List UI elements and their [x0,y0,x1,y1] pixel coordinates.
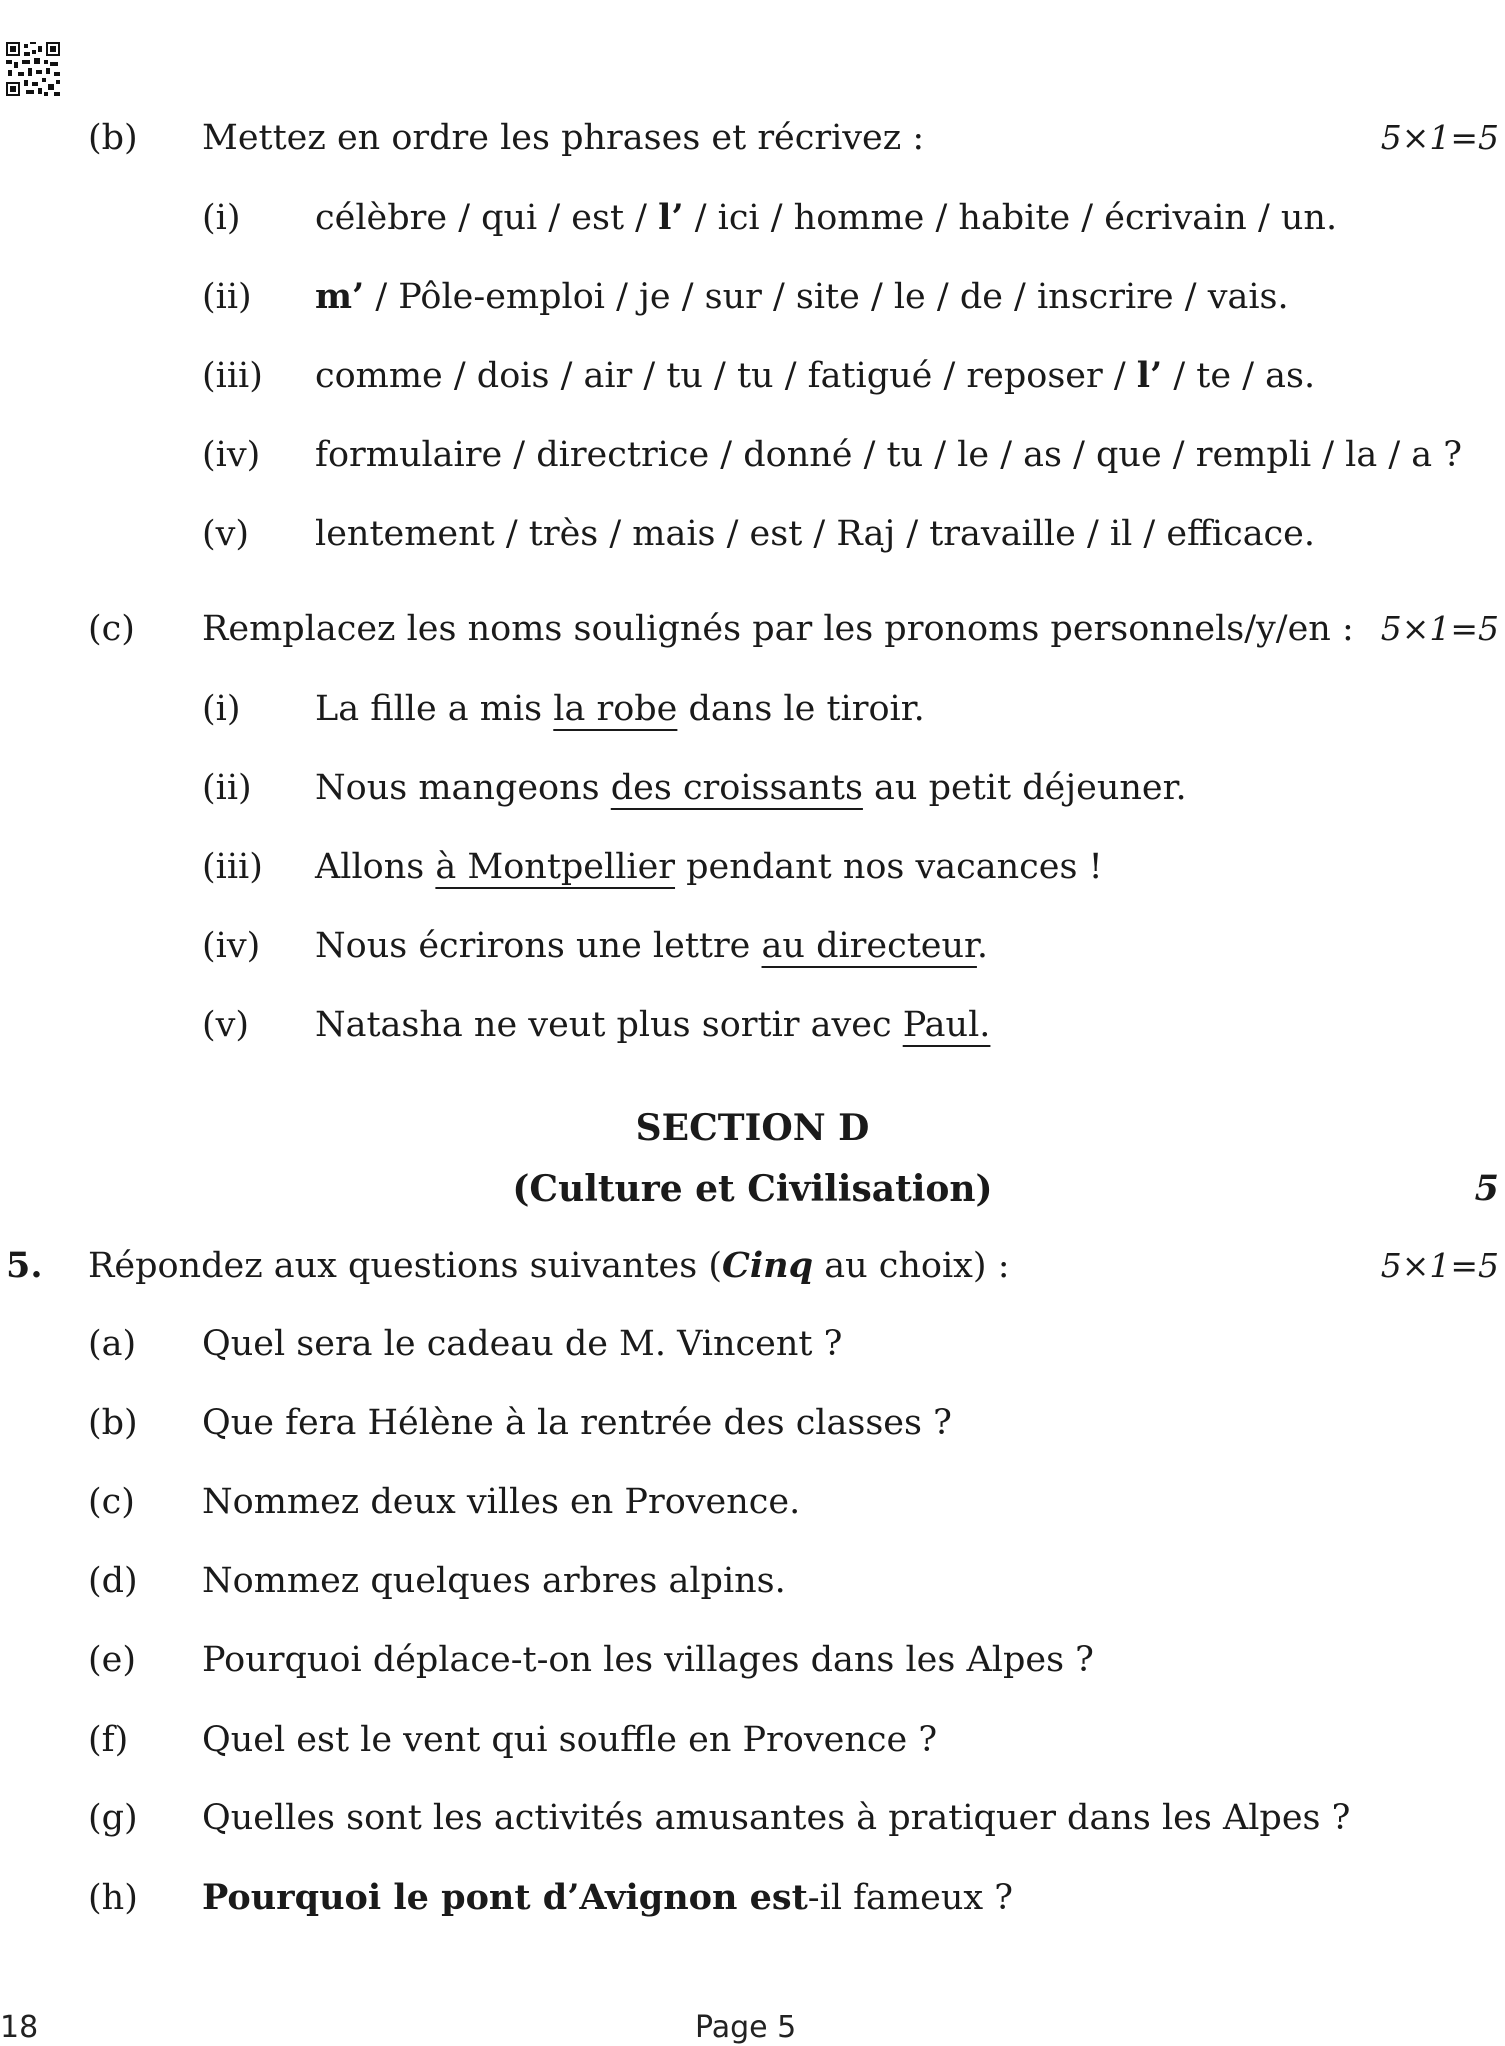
section-marks: 5 [1474,1168,1499,1209]
paper-code: 18 [0,2010,39,2045]
part-b-label: (b) [88,118,138,158]
part-c-instruction: Remplacez les noms soulignés par les pronoms personnels/y/en : [202,609,1354,649]
part-c-marks: 5×1=5 [1380,609,1499,648]
question-item-num: (b) [88,1403,138,1443]
section-title: SECTION D [635,1107,870,1149]
question-item: Nommez quelques arbres alpins. [202,1561,786,1601]
part-b-item-num: (i) [202,198,241,238]
question-item: Quelles sont les activités amusantes à pratiquer dans les Alpes ? [202,1798,1351,1838]
part-c-item: Allons à Montpellier pendant nos vacances ! [315,847,1103,887]
part-c-item-num: (i) [202,689,241,729]
question-item-num: (d) [88,1561,138,1601]
part-c-item: Nous écrirons une lettre au directeur. [315,926,989,966]
qr-code-icon [6,42,60,96]
part-c-item-num: (v) [202,1005,250,1045]
question-item: Nommez deux villes en Provence. [202,1482,801,1522]
part-c-item: Nous mangeons des croissants au petit déjeuner. [315,768,1187,808]
part-b-item: comme / dois / air / tu / tu / fatigué / reposer / l’ / te / as. [315,355,1316,396]
part-c-item: La fille a mis la robe dans le tiroir. [315,689,925,729]
part-c-item-num: (iv) [202,926,261,966]
question-item: Quel sera le cadeau de M. Vincent ? [202,1324,843,1364]
part-c-item: Natasha ne veut plus sortir avec Paul. [315,1005,991,1045]
question-marks: 5×1=5 [1380,1246,1499,1285]
question-item: Pourquoi le pont d’Avignon est-il fameux ? [202,1877,1014,1918]
part-c-label: (c) [88,609,135,649]
question-item-num: (e) [88,1640,137,1680]
part-b-item-num: (v) [202,514,250,554]
part-b-marks: 5×1=5 [1380,118,1499,157]
question-item-num: (a) [88,1324,137,1364]
question-item-num: (h) [88,1878,138,1918]
part-b-item-num: (iii) [202,356,263,396]
part-b-item-num: (iv) [202,435,261,475]
part-c-item-num: (ii) [202,768,252,808]
part-b-item: lentement / très / mais / est / Raj / travaille / il / efficace. [315,514,1315,554]
part-c-item-num: (iii) [202,847,263,887]
section-subtitle: (Culture et Civilisation) [512,1168,993,1210]
question-item-num: (f) [88,1720,129,1760]
question-item-num: (g) [88,1798,138,1838]
page-number: Page 5 [695,2010,797,2045]
question-item-num: (c) [88,1482,135,1522]
part-b-item: m’ / Pôle-emploi / je / sur / site / le / de / inscrire / vais. [315,276,1289,317]
question-item: Que fera Hélène à la rentrée des classes ? [202,1403,952,1443]
part-b-item: formulaire / directrice / donné / tu / le / as / que / rempli / la / a ? [315,435,1463,475]
question-prompt: Répondez aux questions suivantes (Cinq au choix) : [88,1245,1010,1286]
part-b-instruction: Mettez en ordre les phrases et récrivez : [202,118,925,158]
question-item: Pourquoi déplace-t-on les villages dans les Alpes ? [202,1640,1094,1680]
question-item: Quel est le vent qui souffle en Provence ? [202,1720,938,1760]
part-b-item-num: (ii) [202,277,252,317]
part-b-item: célèbre / qui / est / l’ / ici / homme / habite / écrivain / un. [315,197,1338,238]
question-number: 5. [6,1245,43,1286]
